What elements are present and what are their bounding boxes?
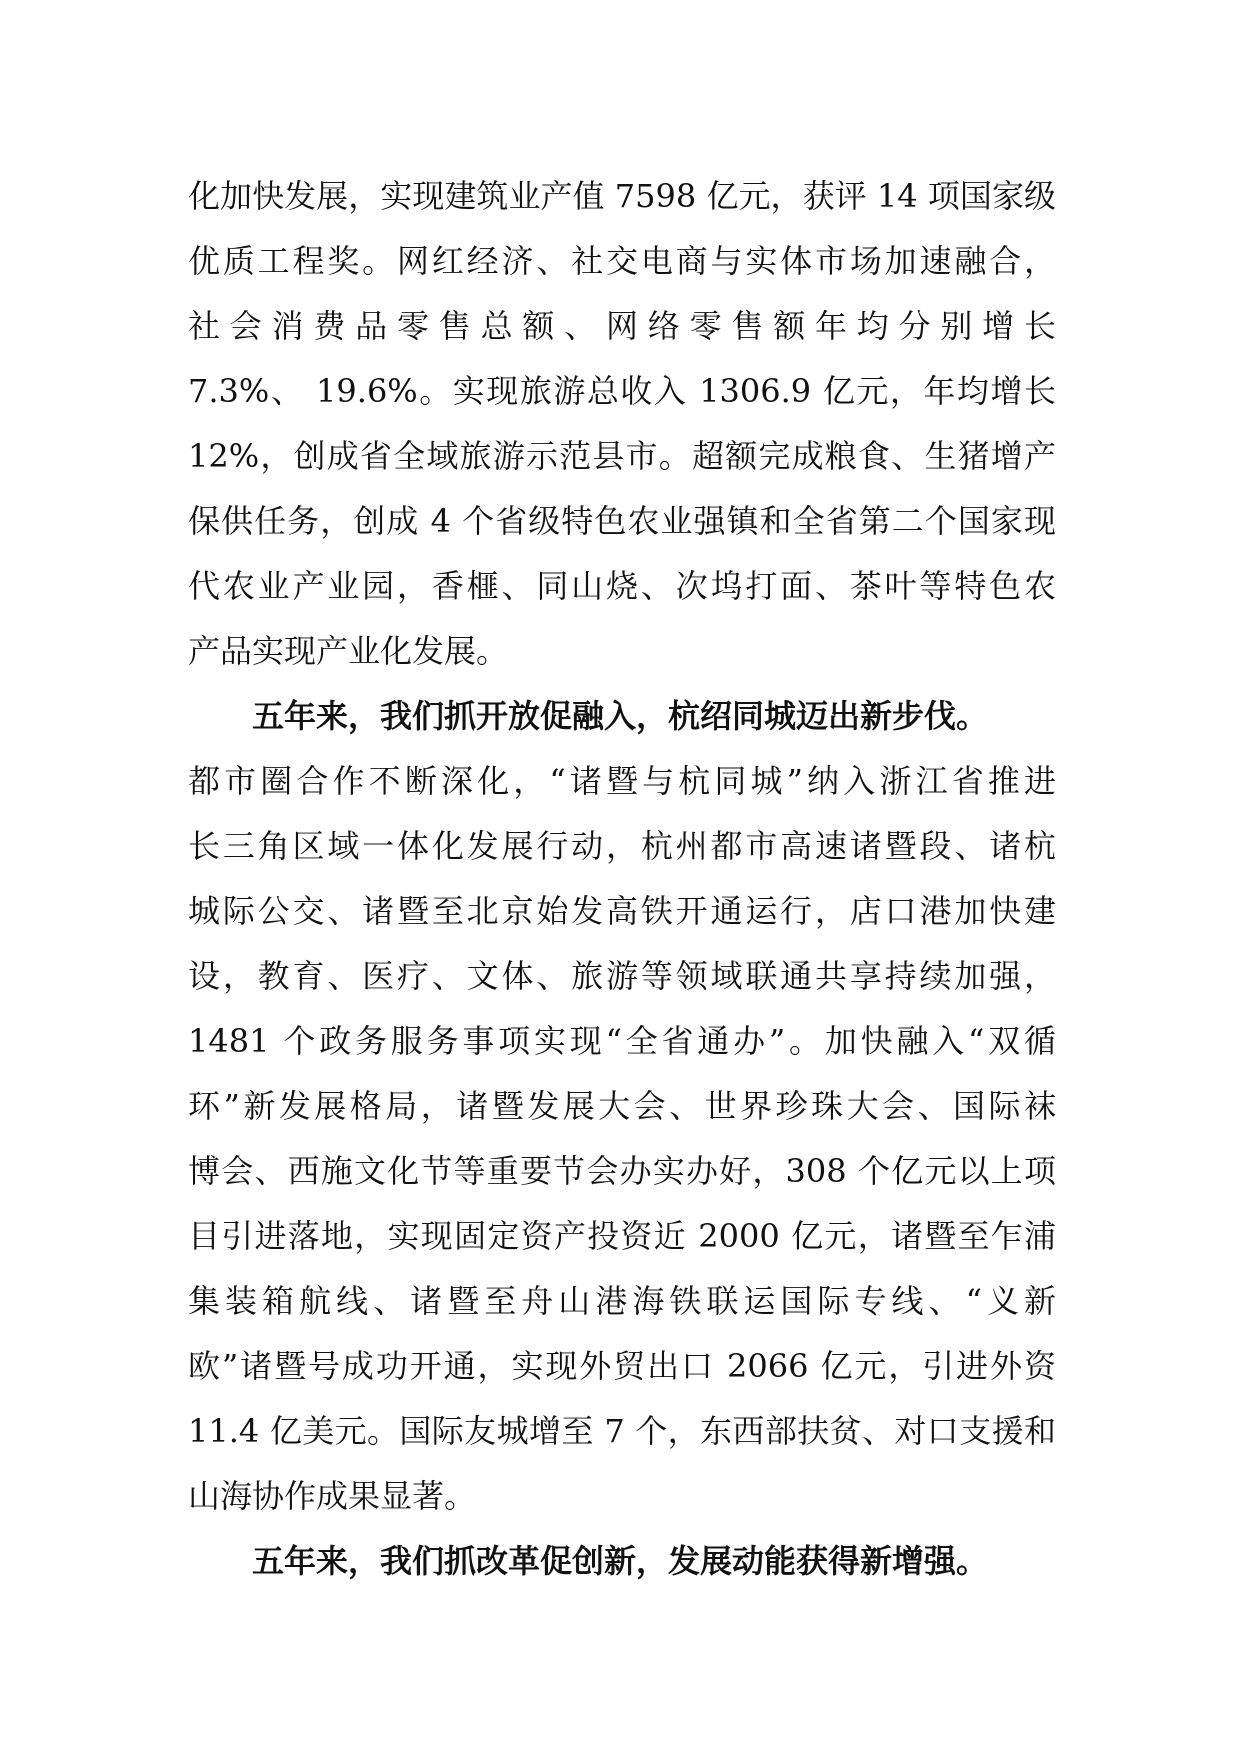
text-line: 1481 个政务服务事项实现“全省通办”。加快融入“双循 — [188, 1022, 1056, 1060]
text-line: 保供任务，创成 4 个省级特色农业强镇和全省第二个国家现 — [188, 502, 1056, 540]
text-line: 长三角区域一体化发展行动，杭州都市高速诸暨段、诸杭 — [188, 827, 1056, 865]
text-line: 产品实现产业化发展。 — [188, 632, 509, 670]
paragraph-1 — [188, 164, 1056, 684]
text-line: 环”新发展格局，诸暨发展大会、世界珍珠大会、国际袜 — [188, 1087, 1056, 1125]
text-line: 山海协作成果显著。 — [188, 1477, 477, 1515]
text-line: 优质工程奖。网红经济、社交电商与实体市场加速融合， — [188, 242, 1056, 280]
section-heading: 五年来，我们抓开放促融入，杭绍同城迈出新步伐。 — [252, 697, 989, 735]
text-line: 博会、西施文化节等重要节会办实办好，308 个亿元以上项 — [188, 1152, 1056, 1190]
text-line: 12%，创成省全域旅游示范县市。超额完成粮食、生猪增产 — [188, 437, 1056, 475]
text-line: 代农业产业园，香榧、同山烧、次坞打面、茶叶等特色农 — [188, 567, 1056, 605]
text-line: 社会消费品零售总额、网络零售额年均分别增长 — [188, 307, 1056, 345]
paragraph-2 — [188, 684, 1056, 1529]
text-line: 设，教育、医疗、文体、旅游等领域联通共享持续加强， — [188, 957, 1056, 995]
text-line: 城际公交、诸暨至北京始发高铁开通运行，店口港加快建 — [188, 892, 1056, 930]
text-line: 目引进落地，实现固定资产投资近 2000 亿元，诸暨至乍浦 — [188, 1217, 1056, 1255]
text-line: 7.3%、 19.6%。实现旅游总收入 1306.9 亿元，年均增长 — [188, 372, 1056, 410]
text-line: 欧”诸暨号成功开通，实现外贸出口 2066 亿元，引进外资 — [188, 1347, 1056, 1385]
text-line: 11.4 亿美元。国际友城增至 7 个，东西部扶贫、对口支援和 — [188, 1412, 1056, 1450]
text-line: 集装箱航线、诸暨至舟山港海铁联运国际专线、“义新 — [188, 1282, 1056, 1320]
document-page — [188, 164, 1056, 1594]
text-line: 都市圈合作不断深化，“诸暨与杭同城”纳入浙江省推进 — [188, 762, 1056, 800]
text-line: 化加快发展，实现建筑业产值 7598 亿元，获评 14 项国家级 — [188, 177, 1056, 215]
section-heading: 五年来，我们抓改革促创新，发展动能获得新增强。 — [252, 1542, 989, 1580]
paragraph-3 — [188, 1529, 1056, 1594]
